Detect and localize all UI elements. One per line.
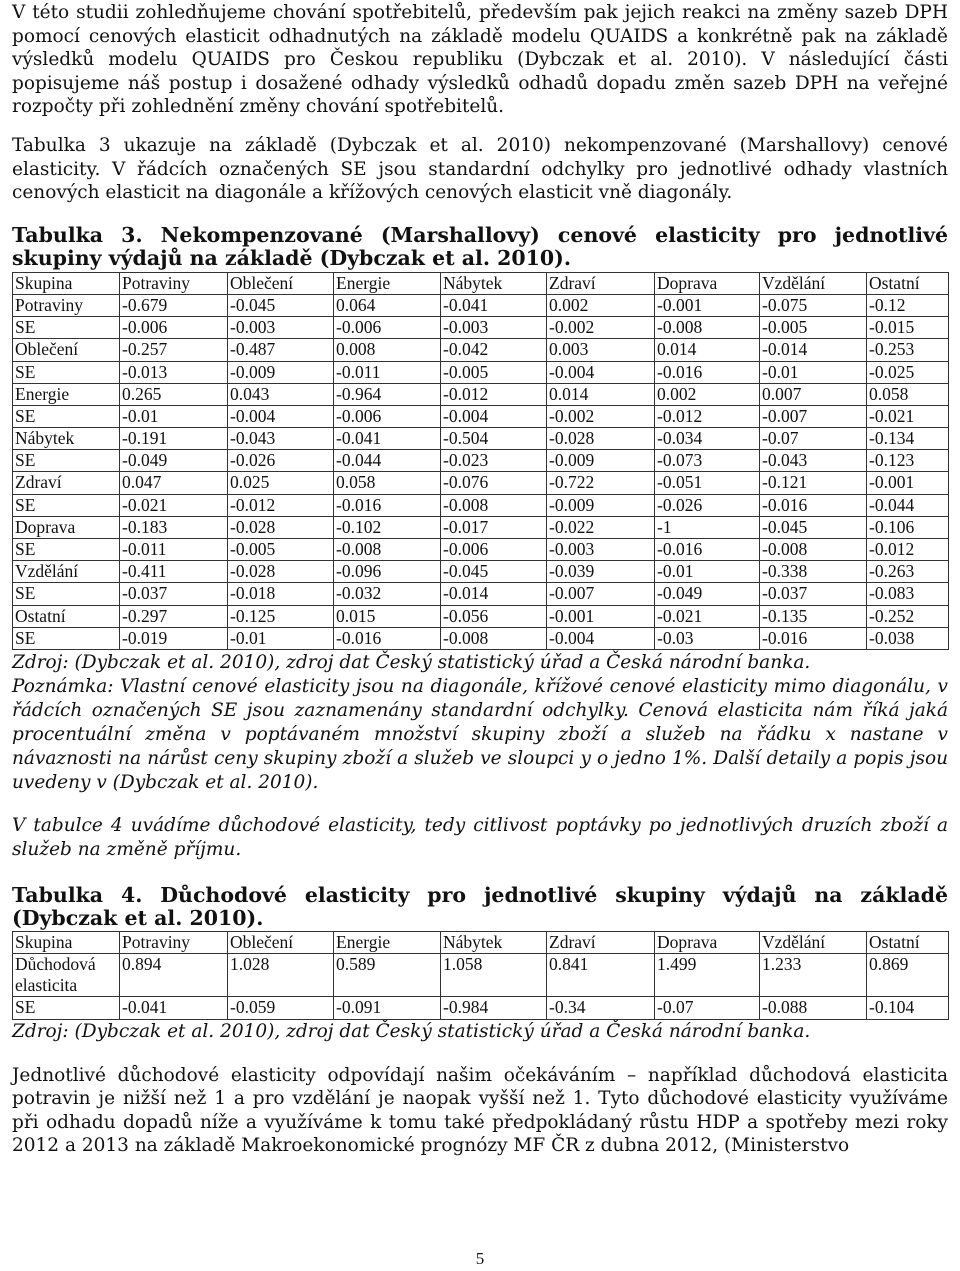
table3-intro-paragraph: Tabulka 3 ukazuje na základě (Dybczak et al. 2010) nekompenzované (Marshallovy) cenové elasticity. V řádcích označených SE jsou standardní odchylky pro jednotlivé odhady vlastních cenových elasticit na diagonále a křížových cenových elasticit vně diagonály. [12,134,948,204]
table-cell: -0.059 [228,997,334,1019]
table-cell: -0.008 [441,627,547,649]
table-cell: -0.34 [547,997,655,1019]
table-cell: -0.121 [760,472,867,494]
table-cell: 1.233 [760,954,867,997]
table-row [13,294,949,316]
table-cell: -0.008 [760,539,867,561]
table-cell: -1 [655,516,760,538]
table-cell: 0.047 [120,472,228,494]
column-header: Doprava [655,272,760,294]
table-row [13,428,949,450]
column-header: Zdraví [547,932,655,954]
table-cell: -0.016 [655,539,760,561]
table-cell: -0.07 [760,428,867,450]
table-cell: 0.002 [547,294,655,316]
column-header: Zdraví [547,272,655,294]
table-cell: -0.964 [334,383,441,405]
table-row [13,583,949,605]
table-cell: -0.051 [655,472,760,494]
column-header: Potraviny [120,272,228,294]
table-cell: -0.001 [867,472,949,494]
table-cell: -0.257 [120,339,228,361]
table-cell: -0.135 [760,605,867,627]
table-cell: -0.008 [655,317,760,339]
column-header: Doprava [655,932,760,954]
table-cell: 0.014 [547,383,655,405]
table-row [13,605,949,627]
column-header: Nábytek [441,932,547,954]
table-cell: -0.012 [441,383,547,405]
table-cell: -0.018 [228,583,334,605]
table-cell: -0.004 [228,405,334,427]
table-cell: -0.12 [867,294,949,316]
table-cell: -0.012 [655,405,760,427]
document-page [12,0,948,1158]
row-label: SE [13,627,120,649]
table-cell: -0.076 [441,472,547,494]
row-label: SE [13,317,120,339]
table-cell: -0.504 [441,428,547,450]
table-cell: -0.001 [655,294,760,316]
table-row [13,997,949,1019]
table4-body [13,954,949,1019]
table-cell: 0.003 [547,339,655,361]
table3-source: Zdroj: (Dybczak et al. 2010), zdroj dat Český statistický úřad a Česká národní banka. [12,651,811,673]
table-cell: -0.297 [120,605,228,627]
table-row [13,317,949,339]
table-row [13,539,949,561]
table-cell: 0.014 [655,339,760,361]
table-row [13,954,949,997]
table-cell: -0.042 [441,339,547,361]
table-cell: -0.013 [120,361,228,383]
table-cell: -0.134 [867,428,949,450]
table-cell: -0.003 [441,317,547,339]
table-cell: -0.019 [120,627,228,649]
table-cell: -0.016 [655,361,760,383]
table4-intro-paragraph: V tabulce 4 uvádíme důchodové elasticity, tedy citlivost poptávky po jednotlivých druzích zboží a služeb na změně příjmu. [12,814,948,860]
table-cell: 0.894 [120,954,228,997]
table-cell: -0.016 [334,494,441,516]
table-cell: -0.008 [441,494,547,516]
table-cell: -0.032 [334,583,441,605]
table-cell: -0.125 [228,605,334,627]
table-cell: -0.984 [441,997,547,1019]
table-row [13,383,949,405]
table-cell: -0.006 [441,539,547,561]
table-cell: -0.037 [760,583,867,605]
table-cell: -0.005 [760,317,867,339]
table-cell: -0.183 [120,516,228,538]
table-cell: -0.009 [547,494,655,516]
table-cell: -0.104 [867,997,949,1019]
table-cell: 1.058 [441,954,547,997]
table3-note: Poznámka: Vlastní cenové elasticity jsou na diagonále, křížové cenové elasticity mimo diagonálu, v řádcích označených SE jsou zaznamenány standardní odchylky. Cenová elasticita nám říká jaká procentuální změna v poptávaném množství skupiny zboží a služeb na řádku x nastane v návaznosti na nárůst ceny skupiny zboží a služeb ve sloupci y o jedno 1%. Další detaily a popis jsou uvedeny v (Dybczak et al. 2010). [12,675,948,793]
table-cell: -0.028 [547,428,655,450]
table-cell: -0.045 [441,561,547,583]
table-cell: -0.041 [120,997,228,1019]
table-cell: -0.022 [547,516,655,538]
row-label: SE [13,405,120,427]
table-cell: -0.001 [547,605,655,627]
table-cell: -0.005 [228,539,334,561]
table-cell: 0.841 [547,954,655,997]
table-cell: 0.589 [334,954,441,997]
table-cell: -0.025 [867,361,949,383]
table-row [13,472,949,494]
table3-title: Tabulka 3. Nekompenzované (Marshallovy) cenové elasticity pro jednotlivé skupiny výdajů na základě (Dybczak et al. 2010). [12,222,948,270]
table-cell: -0.002 [547,317,655,339]
table-row [13,627,949,649]
table3-price-elasticities [12,272,949,650]
table-cell: -0.006 [334,317,441,339]
table-cell: 0.043 [228,383,334,405]
table-cell: -0.028 [228,516,334,538]
table-cell: -0.006 [334,405,441,427]
table-cell: -0.338 [760,561,867,583]
row-label: Důchodová elasticita [13,954,120,997]
table-cell: -0.102 [334,516,441,538]
table-cell: -0.041 [441,294,547,316]
column-header: Oblečení [228,932,334,954]
table-cell: -0.01 [760,361,867,383]
table-cell: -0.043 [760,450,867,472]
column-header: Potraviny [120,932,228,954]
table-header-row [13,932,949,954]
table-cell: 0.015 [334,605,441,627]
table-cell: -0.021 [867,405,949,427]
intro-paragraph: V této studii zohledňujeme chování spotřebitelů, především pak jejich reakci na změny sazeb DPH pomocí cenových elasticit odhadnutých na základě modelu QUAIDS a konkrétně pak na základě výsledků modelu QUAIDS pro Českou republiku (Dybczak et al. 2010). V následující části popisujeme náš postup i dosažené odhady výsledků odhadů dopadu změn sazeb DPH na veřejné rozpočty při zohlednění změny chování spotřebitelů. [12,2,948,118]
table-cell: -0.007 [760,405,867,427]
table-cell: -0.096 [334,561,441,583]
table-cell: -0.252 [867,605,949,627]
table4-header [13,932,949,954]
table-cell: -0.253 [867,339,949,361]
column-header: Ostatní [867,932,949,954]
column-header: Energie [334,272,441,294]
table-cell: -0.021 [655,605,760,627]
table-cell: -0.003 [228,317,334,339]
table-cell: -0.056 [441,605,547,627]
column-header: Vzdělání [760,932,867,954]
table-cell: -0.028 [228,561,334,583]
table-cell: -0.01 [655,561,760,583]
table-cell: -0.106 [867,516,949,538]
table-cell: -0.037 [120,583,228,605]
column-header: Vzdělání [760,272,867,294]
page-number: 5 [475,1249,485,1268]
conclusion-paragraph: Jednotlivé důchodové elasticity odpovídají našim očekáváním – například důchodová elasticita potravin je nižší než 1 a pro vzdělání je naopak vyšší než 1. Tyto důchodové elasticity využíváme při odhadu dopadů níže a využíváme k tomu také předpokládaný růstu HDP a spotřeby mezi roky 2012 a 2013 na základě Makroekonomické prognózy MF ČR z dubna 2012, (Ministerstvo [12,1064,948,1157]
table-row [13,361,949,383]
table-cell: -0.03 [655,627,760,649]
row-label: Potraviny [13,294,120,316]
table-cell: -0.083 [867,583,949,605]
row-label: SE [13,539,120,561]
table-cell: 0.025 [228,472,334,494]
row-label: Zdraví [13,472,120,494]
table-cell: 0.058 [334,472,441,494]
table-cell: -0.011 [334,361,441,383]
table-cell: -0.088 [760,997,867,1019]
column-header: Nábytek [441,272,547,294]
table-cell: -0.016 [760,494,867,516]
table-cell: -0.263 [867,561,949,583]
table3-header [13,272,949,294]
row-label: Doprava [13,516,120,538]
table-cell: -0.006 [120,317,228,339]
table-row [13,516,949,538]
table-cell: -0.012 [867,539,949,561]
row-label: SE [13,450,120,472]
table-cell: -0.026 [655,494,760,516]
table-cell: -0.004 [441,405,547,427]
table-cell: -0.043 [228,428,334,450]
table-cell: -0.411 [120,561,228,583]
table-cell: -0.008 [334,539,441,561]
table-cell: -0.049 [655,583,760,605]
table-cell: -0.044 [867,494,949,516]
table-cell: -0.073 [655,450,760,472]
table-cell: -0.021 [120,494,228,516]
table-cell: -0.009 [228,361,334,383]
row-label: Energie [13,383,120,405]
row-label: SE [13,997,120,1019]
table-cell: -0.003 [547,539,655,561]
table-row [13,561,949,583]
column-header: Energie [334,932,441,954]
table-cell: -0.191 [120,428,228,450]
table-cell: -0.034 [655,428,760,450]
table-row [13,450,949,472]
table-row [13,339,949,361]
table-cell: -0.091 [334,997,441,1019]
table-cell: 0.064 [334,294,441,316]
table4-source: Zdroj: (Dybczak et al. 2010), zdroj dat Český statistický úřad a Česká národní banka. [12,1020,811,1042]
table-cell: -0.023 [441,450,547,472]
table-cell: 0.058 [867,383,949,405]
table-cell: -0.012 [228,494,334,516]
column-header: Skupina [13,932,120,954]
table-cell: -0.016 [760,627,867,649]
row-label: SE [13,361,120,383]
row-label: SE [13,583,120,605]
table-cell: -0.487 [228,339,334,361]
table-cell: -0.014 [441,583,547,605]
row-label: Nábytek [13,428,120,450]
table-cell: -0.01 [228,627,334,649]
row-label: Ostatní [13,605,120,627]
table-cell: -0.009 [547,450,655,472]
table-cell: -0.007 [547,583,655,605]
table-cell: -0.004 [547,627,655,649]
table-cell: -0.011 [120,539,228,561]
table4-income-elasticities [12,931,949,1019]
table-cell: 0.869 [867,954,949,997]
table-cell: -0.016 [334,627,441,649]
table-cell: -0.123 [867,450,949,472]
column-header: Ostatní [867,272,949,294]
table-cell: -0.015 [867,317,949,339]
table-cell: -0.017 [441,516,547,538]
table-cell: -0.679 [120,294,228,316]
table-cell: -0.049 [120,450,228,472]
table-cell: -0.026 [228,450,334,472]
table-row [13,494,949,516]
table-cell: 0.002 [655,383,760,405]
row-label: Vzdělání [13,561,120,583]
table-header-row [13,272,949,294]
table-cell: -0.005 [441,361,547,383]
table-cell: 0.007 [760,383,867,405]
row-label: Oblečení [13,339,120,361]
table-cell: -0.041 [334,428,441,450]
table-cell: 0.008 [334,339,441,361]
table-cell: -0.038 [867,627,949,649]
table-cell: -0.045 [760,516,867,538]
table-cell: -0.045 [228,294,334,316]
table-cell: 1.028 [228,954,334,997]
table-cell: -0.01 [120,405,228,427]
table3-body [13,294,949,649]
table-cell: 0.265 [120,383,228,405]
column-header: Oblečení [228,272,334,294]
table4-title: Tabulka 4. Důchodové elasticity pro jednotlivé skupiny výdajů na základě (Dybczak et al. 2010). [12,883,948,931]
table-cell: -0.039 [547,561,655,583]
table-cell: -0.044 [334,450,441,472]
table-cell: -0.004 [547,361,655,383]
row-label: SE [13,494,120,516]
table-cell: -0.07 [655,997,760,1019]
table-row [13,405,949,427]
table-cell: 1.499 [655,954,760,997]
column-header: Skupina [13,272,120,294]
table-cell: -0.002 [547,405,655,427]
table-cell: -0.014 [760,339,867,361]
table-cell: -0.722 [547,472,655,494]
table-cell: -0.075 [760,294,867,316]
